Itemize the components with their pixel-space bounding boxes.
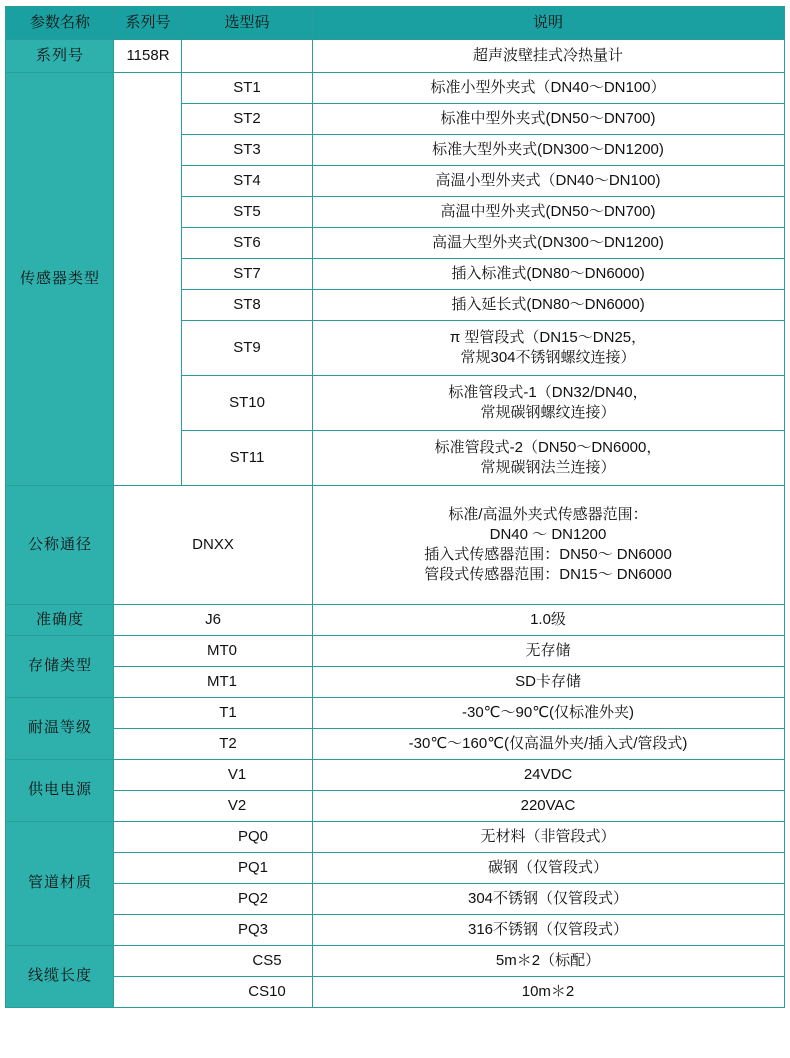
header-selection-code: 选型码 <box>182 7 312 40</box>
table-row <box>6 946 784 977</box>
desc-cs5: 5m＊2（标配） <box>312 946 784 977</box>
desc-mt0: 无存储 <box>312 636 784 667</box>
code-v2: V2 <box>114 791 312 822</box>
table-row <box>6 977 784 1008</box>
desc-v1: 24VDC <box>312 760 784 791</box>
desc-st6: 高温大型外夹式(DN300～DN1200) <box>312 228 784 259</box>
table-header-row <box>6 7 784 40</box>
code-st2: ST2 <box>182 104 312 135</box>
desc-dnxx-line4: 管段式传感器范围：DN15～ DN6000 <box>424 566 672 584</box>
row-label-temperature-grade: 耐温等级 <box>6 698 114 760</box>
desc-st8: 插入延长式(DN80～DN6000) <box>312 290 784 321</box>
table-row <box>6 884 784 915</box>
desc-st10-line1: 标准管段式-1（DN32/DN40， <box>448 383 648 401</box>
desc-cs10: 10m＊2 <box>312 977 784 1008</box>
desc-st11-line1: 标准管段式-2（DN50～DN6000， <box>434 438 662 456</box>
code-st7: ST7 <box>182 259 312 290</box>
desc-dnxx <box>312 486 784 605</box>
sensor-type-series-blank <box>114 73 182 486</box>
code-mt1: MT1 <box>114 667 312 698</box>
code-j6: J6 <box>114 605 312 636</box>
row-label-series: 系列号 <box>6 40 114 73</box>
desc-t1: -30℃～90℃(仅标准外夹) <box>312 698 784 729</box>
desc-pq2: 304不锈钢（仅管段式） <box>312 884 784 915</box>
selection-code-table <box>5 6 784 1008</box>
desc-dnxx-line1: 标准/高温外夹式传感器范围： <box>448 505 648 523</box>
table-row <box>6 729 784 760</box>
desc-st3: 标准大型外夹式(DN300～DN1200) <box>312 135 784 166</box>
code-st11: ST11 <box>182 431 312 486</box>
table-row <box>6 605 784 636</box>
row-label-nominal-diameter: 公称通径 <box>6 486 114 605</box>
desc-st5: 高温中型外夹式(DN50～DN700) <box>312 197 784 228</box>
table-row <box>6 667 784 698</box>
row-label-pipe-material: 管道材质 <box>6 822 114 946</box>
series-desc: 超声波壁挂式冷热量计 <box>312 40 784 73</box>
desc-pq3: 316不锈钢（仅管段式） <box>312 915 784 946</box>
code-st1: ST1 <box>182 73 312 104</box>
row-label-sensor-type: 传感器类型 <box>6 73 114 486</box>
table-row <box>6 853 784 884</box>
table-row <box>6 760 784 791</box>
table-row <box>6 636 784 667</box>
desc-st2: 标准中型外夹式(DN50～DN700) <box>312 104 784 135</box>
code-cs5: CS5 <box>114 946 312 977</box>
code-pq3: PQ3 <box>114 915 312 946</box>
desc-st9-line1: π 型管段式（DN15～DN25， <box>449 328 647 346</box>
row-label-cable-length: 线缆长度 <box>6 946 114 1008</box>
code-pq1: PQ1 <box>114 853 312 884</box>
desc-t2: -30℃～160℃(仅高温外夹/插入式/管段式) <box>312 729 784 760</box>
table-row <box>6 40 784 73</box>
code-pq0: PQ0 <box>114 822 312 853</box>
desc-j6: 1.0级 <box>312 605 784 636</box>
code-t2: T2 <box>114 729 312 760</box>
table-row <box>6 486 784 605</box>
table-row <box>6 791 784 822</box>
desc-st10-line2: 常规碳钢螺纹连接） <box>480 404 616 421</box>
desc-pq1: 碳钢（仅管段式） <box>312 853 784 884</box>
code-cs10: CS10 <box>114 977 312 1008</box>
code-st9: ST9 <box>182 321 312 376</box>
code-t1: T1 <box>114 698 312 729</box>
table-row <box>6 915 784 946</box>
desc-pq0: 无材料（非管段式） <box>312 822 784 853</box>
desc-v2: 220VAC <box>312 791 784 822</box>
desc-dnxx-line2: DN40 ～ DN1200 <box>489 525 607 543</box>
desc-st1: 标准小型外夹式（DN40～DN100） <box>312 73 784 104</box>
desc-st11-line2: 常规碳钢法兰连接） <box>480 459 616 476</box>
code-dnxx: DNXX <box>114 486 312 605</box>
row-label-accuracy: 准确度 <box>6 605 114 636</box>
code-mt0: MT0 <box>114 636 312 667</box>
desc-st11 <box>312 431 784 486</box>
desc-st10 <box>312 376 784 431</box>
header-series-no: 系列号 <box>114 7 182 40</box>
desc-mt1: SD卡存储 <box>312 667 784 698</box>
code-v1: V1 <box>114 760 312 791</box>
code-st6: ST6 <box>182 228 312 259</box>
code-st3: ST3 <box>182 135 312 166</box>
code-st8: ST8 <box>182 290 312 321</box>
series-code-empty <box>182 40 312 73</box>
series-code-value: 1158R <box>114 40 182 73</box>
desc-st9 <box>312 321 784 376</box>
code-pq2: PQ2 <box>114 884 312 915</box>
row-label-power-supply: 供电电源 <box>6 760 114 822</box>
desc-st9-line2: 常规304不锈钢螺纹连接） <box>460 349 636 366</box>
header-param-name: 参数名称 <box>6 7 114 40</box>
row-label-storage-type: 存储类型 <box>6 636 114 698</box>
code-st10: ST10 <box>182 376 312 431</box>
code-st5: ST5 <box>182 197 312 228</box>
table-row <box>6 822 784 853</box>
table-row <box>6 73 784 104</box>
desc-st4: 高温小型外夹式（DN40～DN100) <box>312 166 784 197</box>
code-st4: ST4 <box>182 166 312 197</box>
header-description: 说明 <box>312 7 784 40</box>
table-row <box>6 698 784 729</box>
desc-st7: 插入标准式(DN80～DN6000) <box>312 259 784 290</box>
desc-dnxx-line3: 插入式传感器范围：DN50～ DN6000 <box>424 546 672 563</box>
